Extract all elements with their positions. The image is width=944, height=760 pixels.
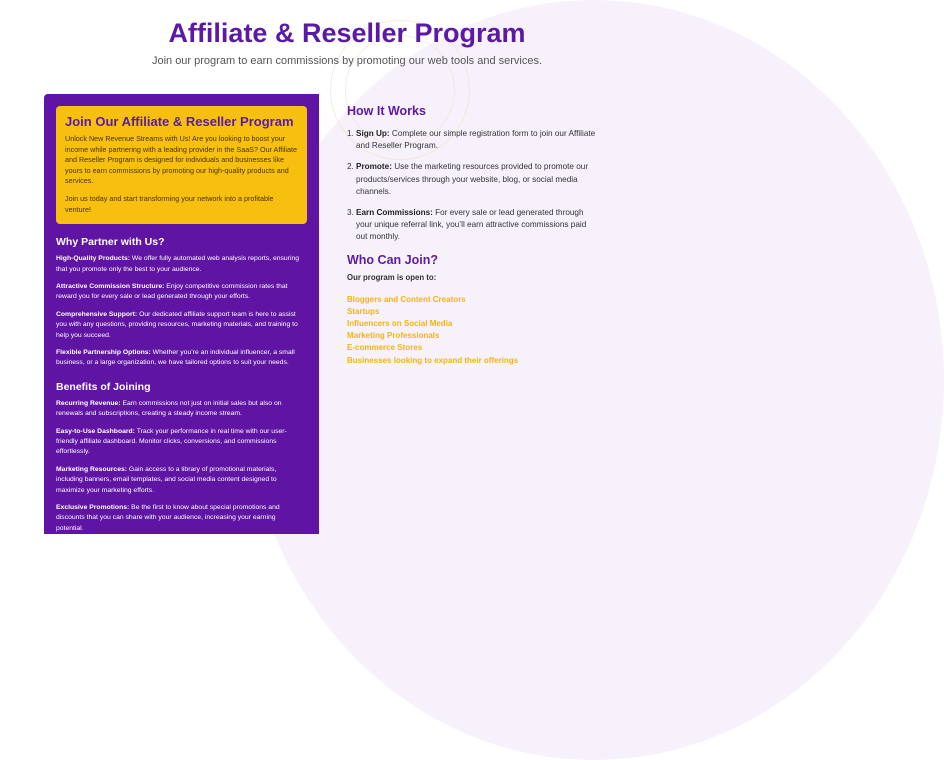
list-item-text: Earn commissions not just on initial sales but also on renewals and subscriptions, creating a steady income stream. (56, 399, 282, 418)
audience-item: E-commerce Stores (347, 343, 423, 353)
info-column (347, 104, 597, 367)
audience-item: Businesses looking to expand their offerings (347, 355, 519, 365)
step-item (347, 207, 597, 244)
list-item-label: High-Quality Products: (56, 255, 131, 263)
step-text: Use the marketing resources provided to promote our products/services through your website, blog, or social media channels. (356, 162, 589, 196)
join-callout (56, 106, 307, 224)
page-title: Affiliate & Reseller Program (168, 18, 526, 48)
audience-list (347, 294, 597, 367)
list-item-label: Attractive Commission Structure: (56, 282, 165, 290)
step-number: 3. (347, 208, 354, 218)
benefits-title: Benefits of Joining (56, 380, 151, 393)
step-text: Complete our simple registration form to join our Affiliate and Reseller Program. (356, 129, 596, 151)
list-item-text: Track your performance in real time with our user-friendly affiliate dashboard. Monitor clicks, conversions, and commissions effortlessly. (56, 427, 287, 456)
list-item-label: Easy-to-Use Dashboard: (56, 427, 135, 435)
how-it-works-title: How It Works (347, 104, 426, 118)
who-can-join-subtitle: Our program is open to: (347, 272, 437, 282)
list-item-text: Whether you’re an individual influencer, a small business, or a large organization, we have tailored options to suit your needs. (56, 349, 295, 367)
join-callout-title: Join Our Affiliate & Reseller Program (65, 114, 294, 129)
list-item (56, 465, 307, 496)
step-item (347, 161, 597, 198)
who-can-join-title: Who Can Join? (347, 252, 438, 267)
step-text: For every sale or lead generated through your unique referral link, you’ll earn attractive commissions paid out monthly. (356, 208, 587, 242)
join-callout-paragraph: Join us today and start transforming your network into a profitable venture! (65, 193, 274, 214)
list-item-text: Gain access to a library of promotional materials, including banners, email templates, and social media content designed to maximize your marketing efforts. (56, 465, 277, 494)
step-number: 1. (347, 129, 354, 138)
list-item-text: Be the first to know about special promotions and discounts that you can share with your audience, increasing your earning potential. (56, 504, 280, 532)
list-item-label: Recurring Revenue: (56, 399, 121, 407)
list-item (56, 282, 307, 303)
list-item-text: Enjoy competitive commission rates that reward you for every sale or lead generated through your efforts. (56, 282, 288, 301)
program-details-panel (44, 94, 319, 534)
steps-list (347, 128, 597, 244)
audience-item: Marketing Professionals (347, 331, 440, 341)
list-item-text: We offer fully automated web analysis reports, ensuring that you promote only the best to your audience. (56, 255, 300, 273)
list-item (56, 427, 307, 458)
list-item-label: Marketing Resources: (56, 465, 128, 473)
list-item-text: Our dedicated affiliate support team is here to assist you with any questions, providing resources, marketing materials, and training to help you succeed. (56, 310, 298, 339)
list-item (56, 310, 307, 341)
step-label: Sign Up: (356, 129, 390, 138)
step-label: Promote: (356, 162, 392, 172)
page-subtitle: Join our program to earn commissions by promoting our web tools and services. (151, 55, 543, 67)
list-item (56, 503, 307, 534)
step-number: 2. (347, 162, 354, 172)
list-item-label: Flexible Partnership Options: (56, 349, 151, 356)
audience-item: Influencers on Social Media (347, 319, 453, 329)
list-item-label: Comprehensive Support: (56, 310, 138, 318)
list-item (56, 348, 307, 369)
audience-item: Startups (347, 306, 380, 316)
step-label: Earn Commissions: (356, 208, 433, 218)
list-item-label: Exclusive Promotions: (56, 504, 130, 512)
join-callout-paragraph: Unlock New Revenue Streams with Us! Are you looking to boost your income while partnering with a leading provider in the SaaS? Our Affiliate and Reseller Program is designed for individuals and businesses like yours to earn commissions by promoting our high-quality products and services. (65, 134, 297, 186)
list-item (56, 254, 307, 275)
audience-item: Bloggers and Content Creators (347, 294, 466, 304)
why-partner-title: Why Partner with Us? (56, 236, 165, 249)
step-item (347, 128, 597, 152)
list-item (56, 399, 307, 420)
